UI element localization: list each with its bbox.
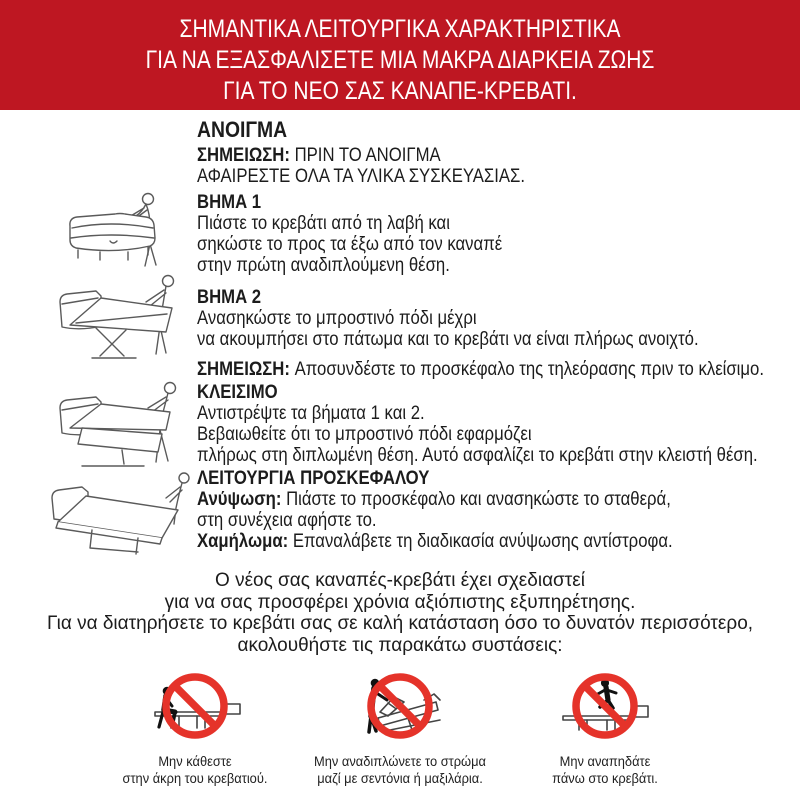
closing-line-2: Βεβαιωθείτε ότι το μπροστινό πόδι εφαρμόζει — [197, 424, 532, 445]
header-banner — [0, 0, 800, 110]
care-line-1: Ο νέος σας καναπές-κρεβάτι έχει σχεδιαστεί — [215, 570, 585, 591]
no-sitting-on-edge-icon — [145, 670, 245, 746]
step2-line-1: Ανασηκώστε το μπροστινό πόδι μέχρι — [197, 308, 477, 329]
sofa-bed-first-position-icon — [52, 268, 192, 363]
prohibition-caption-3 — [485, 753, 724, 787]
sofa-closed-pull-handle-icon — [60, 188, 190, 273]
prohibition-1-caption-line-2: στην άκρη του κρεβατιού. — [122, 770, 268, 786]
opening-note-line-1 — [197, 145, 778, 166]
sofa-bed-open-icon — [42, 462, 197, 562]
headrest-lower-line — [197, 531, 778, 552]
headrest-raise-label: Ανύψωση: — [197, 489, 287, 510]
illustration-bed-fully-open — [42, 462, 197, 562]
prohibition-1-caption-line-1: Μην κάθεστε — [158, 753, 232, 769]
sofa-bed-unfolding-icon — [52, 378, 192, 473]
illustration-sofa-closed — [60, 188, 190, 273]
no-jumping-on-bed-icon — [555, 670, 655, 746]
headrest-lower-text: Επαναλάβετε τη διαδικασία ανύψωσης αντίστροφα. — [292, 531, 673, 552]
care-line-3: Για να διατηρήσετε το κρεβάτι σας σε καλή κατάσταση όσο το δυνατόν περισσότερο, — [46, 613, 754, 634]
closing-title: ΚΛΕΙΣΙΜΟ — [197, 382, 278, 403]
prohibition-3 — [555, 670, 655, 746]
illustration-step1-pullout — [52, 268, 192, 363]
header-line-3: ΓΙΑ ΤΟ ΝΕΟ ΣΑΣ ΚΑΝΑΠΕ-ΚΡΕΒΑΤΙ. — [223, 77, 577, 105]
illustration-step2-unfold — [52, 378, 192, 473]
closing-note-label: ΣΗΜΕΙΩΣΗ: — [197, 359, 295, 380]
prohibition-caption-2 — [280, 753, 519, 787]
care-line-4: ακολουθήστε τις παρακάτω συστάσεις: — [237, 634, 563, 656]
step1-line-3: στην πρώτη αναδιπλούμενη θέση. — [197, 255, 450, 276]
instructions-column — [197, 117, 778, 552]
closing-line-3: πλήρως στη διπλωμένη θέση. Αυτό ασφαλίζει το κρεβάτι στην κλειστή θέση. — [197, 445, 758, 466]
opening-note-text: ΠΡΙΝ ΤΟ ΑΝΟΙΓΜΑ — [294, 145, 441, 166]
prohibition-caption-1 — [75, 753, 314, 787]
prohibition-2-caption-line-1: Μην αναδιπλώνετε το στρώμα — [313, 753, 486, 769]
step2-title: ΒΗΜΑ 2 — [197, 287, 262, 308]
step1-title: ΒΗΜΑ 1 — [197, 192, 262, 213]
headrest-raise-line-2: στη συνέχεια αφήστε το. — [197, 510, 377, 531]
care-paragraph — [0, 570, 800, 656]
opening-note-label: ΣΗΜΕΙΩΣΗ: — [197, 145, 295, 166]
closing-line-1: Αντιστρέψτε τα βήματα 1 και 2. — [197, 403, 425, 424]
headrest-raise-text: Πιάστε το προσκέφαλο και ανασηκώστε το σταθερά, — [286, 489, 671, 510]
opening-title: ΑΝΟΙΓΜΑ — [197, 117, 288, 142]
headrest-raise-line-1 — [197, 489, 778, 510]
no-folding-mattress-with-bedding-icon — [350, 670, 450, 746]
prohibition-3-caption-line-1: Μην αναπηδάτε — [559, 753, 651, 769]
step2-line-2: να ακουμπήσει στο πάτωμα και το κρεβάτι να είναι πλήρως ανοιχτό. — [197, 329, 699, 350]
closing-note-text: Αποσυνδέστε το προσκέφαλο της τηλεόρασης πριν το κλείσιμο. — [294, 359, 764, 380]
prohibition-3-caption-line-2: πάνω στο κρεβάτι. — [552, 770, 658, 786]
closing-note — [197, 359, 778, 380]
headrest-title: ΛΕΙΤΟΥΡΓΙΑ ΠΡΟΣΚΕΦΑΛΟΥ — [197, 468, 430, 489]
headrest-lower-label: Χαμήλωμα: — [197, 531, 293, 552]
header-line-2: ΓΙΑ ΝΑ ΕΞΑΣΦΑΛΙΣΕΤΕ ΜΙΑ ΜΑΚΡΑ ΔΙΑΡΚΕΙΑ ΖΩΗΣ — [145, 46, 655, 74]
step1-line-2: σηκώστε το προς τα έξω από τον καναπέ — [197, 234, 503, 255]
prohibition-1 — [145, 670, 245, 746]
header-title — [64, 0, 736, 107]
care-line-2: για να σας προσφέρει χρόνια αξιόπιστης εξυπηρέτησης. — [164, 591, 636, 613]
prohibition-2 — [350, 670, 450, 746]
step1-line-1: Πιάστε το κρεβάτι από τη λαβή και — [197, 213, 450, 234]
prohibition-2-caption-line-2: μαζί με σεντόνια ή μαξιλάρια. — [317, 770, 483, 786]
opening-note-line-2: ΑΦΑΙΡΕΣΤΕ ΟΛΑ ΤΑ ΥΛΙΚΑ ΣΥΣΚΕΥΑΣΙΑΣ. — [197, 166, 526, 187]
header-line-1: ΣΗΜΑΝΤΙΚΑ ΛΕΙΤΟΥΡΓΙΚΑ ΧΑΡΑΚΤΗΡΙΣΤΙΚΑ — [179, 15, 621, 43]
